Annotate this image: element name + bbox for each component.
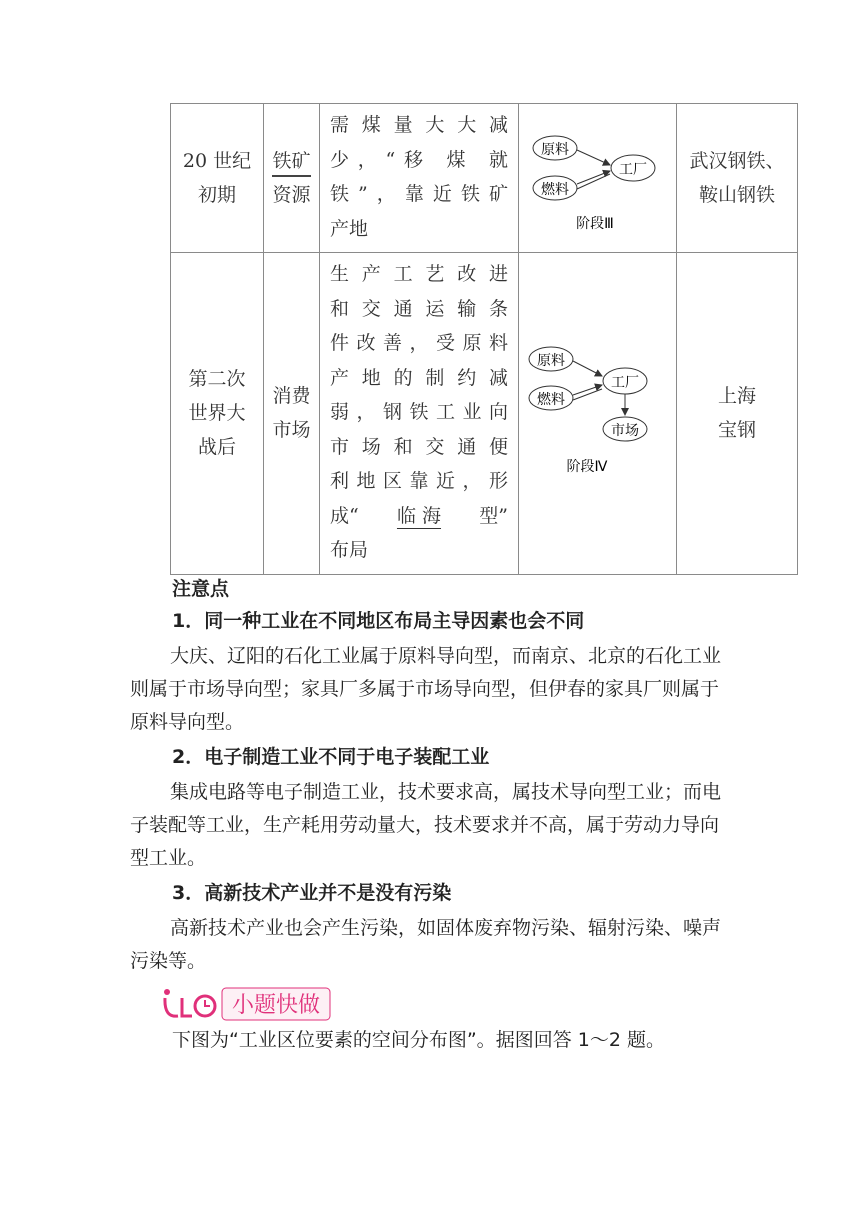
quick-quiz-logo [160, 984, 335, 1028]
example-cell [677, 253, 798, 575]
description-line: 铁”，靠近铁矿 [330, 183, 508, 205]
factor-line: 消费 [272, 385, 311, 408]
description-line: 利地区靠近，形 [330, 470, 508, 492]
fuel-label: 燃料 [536, 392, 565, 409]
quiz-icon [160, 984, 335, 1024]
period-line: 世界大 [188, 402, 246, 425]
fuel-label: 燃料 [540, 182, 569, 198]
factor-line: 铁矿 [272, 147, 310, 177]
question-prompt: 下图为“工业区位要素的空间分布图”。据图回答 1～2 题。 [172, 1029, 665, 1051]
steel-industry-location-table [170, 103, 798, 575]
period-line: 战后 [197, 436, 236, 459]
stage-caption: 阶段Ⅲ [575, 216, 614, 232]
description-line: 布局 [330, 539, 369, 561]
description-line: 和交通运输条 [330, 297, 508, 320]
stage-caption: 阶段Ⅳ [566, 459, 607, 476]
flow-arrow [573, 385, 602, 395]
example-line: 宝钢 [717, 419, 756, 442]
stage4-diagram-cell [519, 253, 677, 575]
raw-material-label: 原料 [536, 353, 565, 370]
description-line: 市场和交通便 [330, 435, 508, 458]
period-cell [171, 253, 264, 575]
stage3-flow-diagram [523, 118, 673, 238]
description-fragment: 型” [479, 504, 508, 527]
flow-arrow-double [577, 174, 610, 189]
description-line: 弱，钢铁工业向 [330, 401, 508, 423]
table-row [171, 104, 798, 253]
period-line: 20 世纪 [182, 150, 252, 172]
description-cell [320, 253, 519, 575]
flow-arrow [573, 361, 602, 376]
factor-line: 市场 [272, 419, 311, 442]
factor-cell [264, 104, 320, 253]
factor-line: 资源 [272, 184, 311, 206]
description-cell [320, 104, 519, 253]
description-line: 产地 [330, 217, 369, 240]
logo-text: 小题快做 [231, 993, 321, 1018]
description-line: 需煤量大大减 [330, 114, 508, 136]
period-line: 初期 [197, 184, 236, 206]
example-line: 上海 [717, 385, 756, 408]
note-title: 3．高新技术产业并不是没有污染 [172, 882, 452, 904]
description-line: 件改善，受原料 [330, 332, 508, 354]
note-text: 高新技术产业也会产生污染，如固体废弃物污染、辐射污染、噪声污染等。 [130, 917, 722, 972]
description-line: 生产工艺改进 [330, 263, 508, 285]
flow-arrow-double [573, 389, 602, 400]
factory-label: 工厂 [610, 375, 639, 392]
example-line: 鞍山钢铁 [698, 184, 775, 206]
stage3-diagram-cell [519, 104, 677, 253]
description-fragment: 成“ [330, 504, 359, 527]
note-title: 2．电子制造工业不同于电子装配工业 [172, 746, 490, 768]
description-line [330, 499, 508, 534]
period-line: 第二次 [188, 368, 246, 391]
factor-cell [264, 253, 320, 575]
table-row [171, 253, 798, 575]
example-line: 武汉钢铁、 [689, 150, 785, 172]
flow-arrow [577, 171, 610, 184]
notes-heading: 注意点 [172, 578, 230, 600]
market-label: 市场 [610, 423, 639, 440]
underlined-answer: 临 海 [396, 504, 442, 527]
raw-material-label: 原料 [540, 142, 569, 158]
stage4-flow-diagram [523, 343, 673, 483]
example-cell [677, 104, 798, 253]
factory-label: 工厂 [618, 162, 647, 178]
flow-arrow [577, 150, 610, 165]
note-title: 1．同一种工业在不同地区布局主导因素也会不同 [172, 610, 585, 632]
period-cell [171, 104, 264, 253]
note-text: 集成电路等电子制造工业，技术要求高，属技术导向型工业；而电子装配等工业，生产耗用劳动量大，技术要求并不高，属于劳动力导向型工业。 [130, 781, 722, 869]
note-text: 大庆、辽阳的石化工业属于原料导向型，而南京、北京的石化工业则属于市场导向型；家具厂多属于市场导向型，但伊春的家具厂则属于原料导向型。 [130, 645, 722, 733]
description-line: 产地的制约减 [330, 366, 508, 389]
description-line: 少，“移 煤 就 [330, 148, 508, 171]
